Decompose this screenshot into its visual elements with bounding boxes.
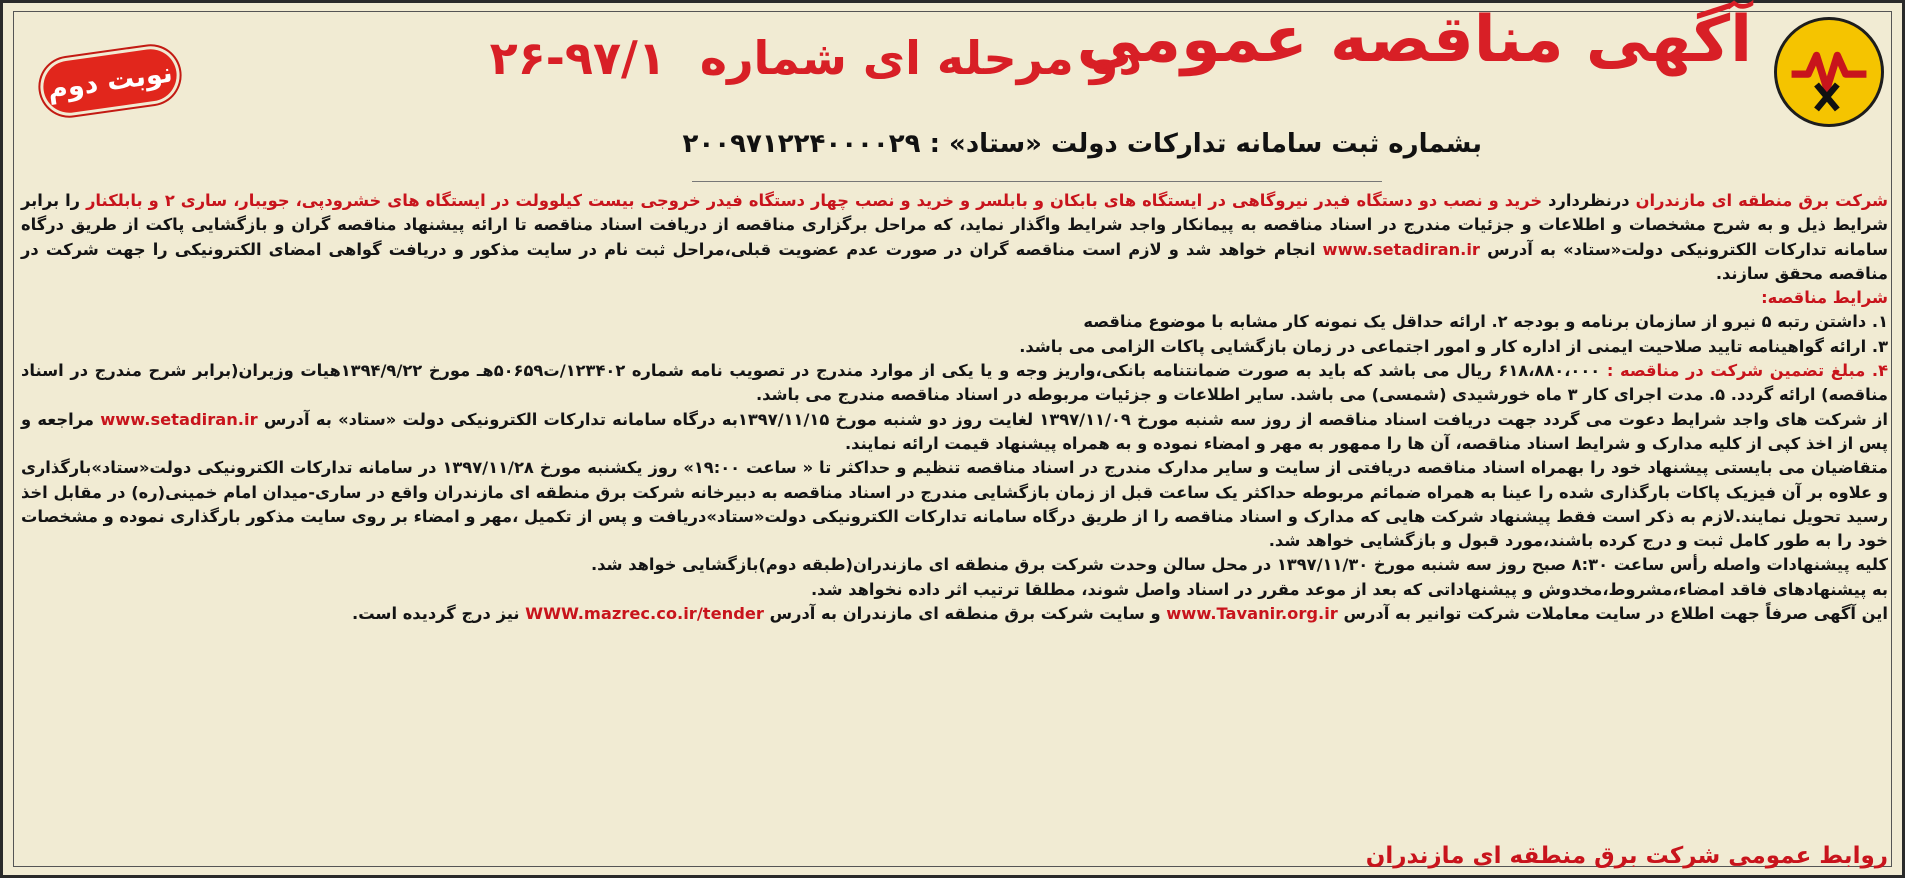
mazrec-link[interactable]: WWW.mazrec.co.ir/tender [525,604,764,624]
condition-3: ۳. ارائه گواهینامه تایید صلاحیت ایمنی از اداره کار و امور اجتماعی در زمان بازگشایی پاکات الزامی می باشد. [1019,336,1888,356]
invalid-bids-paragraph: به پیشنهادهای فاقد امضاء،مشروط،مخدوش و پیشنهاداتی که بعد از موعد مقرر در اسناد واصل شوند، مطلقا ترتیب اثر داده نخواهد شد. [810,579,1888,599]
second-round-badge: نوبت دوم [40,46,180,116]
intro-text-2: را برابر شرایط ذیل و به شرح مشخصات و اطلاعات و جزئیات مندرج در اسناد مناقصه به پیمانکار واجد شرایط واگذار نماید، که مراحل برگزاری مناقصه از دریافت اسناد مناقصه تا ارائه پیشنهاد مناقصه گران و بازگشایی پاکت از طریق درگاه سامانه تدارکات الکترونیکی دولت«ستاد» به آدرس [21,191,1888,259]
publish-text-3: نیز درج گردیده است. [352,604,526,624]
publish-text-2: و سایت شرکت برق منطقه ای مازندران به آدرس [763,604,1167,624]
publish-paragraph [21,602,1888,626]
title-text: آگهی مناقصه عمومی [1076,3,1752,77]
intro-text-1: درنظردارد [1542,191,1636,210]
intro-paragraph [21,189,1888,286]
notice-title [1077,3,1752,77]
tender-subject: خرید و نصب دو دستگاه فیدر نیروگاهی در ایستگاه های بابکان و بابلسر و خرید و نصب چهار دستگاه فیدر خروجی بیست کیلوولت در ایستگاه های خشرودپی، جویبار، ساری ۲ و بابلکنار [86,191,1543,210]
setadiran-link-2[interactable]: www.setadiran.ir [100,409,258,429]
guarantee-label: ۴. مبلغ تضمین شرکت در مناقصه : [1606,361,1889,381]
company-name: شرکت برق منطقه ای مازندران [1635,191,1888,210]
notice-subtitle [472,31,1142,85]
public-relations-signature: روابط عمومی شرکت برق منطقه ای مازندران [1365,843,1888,869]
setadiran-link[interactable]: www.setadiran.ir [1322,239,1480,259]
notice-body [21,189,1888,626]
guarantee-text: ۶۱۸،۸۸۰،۰۰۰ ریال می باشد که باید به صورت ضمانتنامه بانکی،واریز وجه و یا یکی از موارد مندرج در تصویب نامه شماره ۱۲۳۴۰۲/ت۵۰۶۵۹هـ مورخ ۱۳۹۴/۹/۲۲هیات وزیران(برابر شرح مندرج در اسناد مناقصه) ارائه گردد. ۵. مدت اجرای کار ۳ ماه خورشیدی (شمسی) می باشد. سایر اطلاعات و جزئیات مربوطه در اسناد مناقصه مندرج می باشد. [21,361,1888,405]
intro-text-3: انجام خواهد شد و لازم است مناقصه گران در صورت عدم عضویت قبلی،مراحل ثبت نام در سایت مذکور و دریافت گواهی امضای الکترونیکی را جهت شرکت در مناقصه محقق سازند. [21,239,1888,283]
invitation-text-2: مراجعه و پس از اخذ کپی از کلیه مدارک و شرایط اسناد مناقصه، آن ها را ممهور به مهر و امضاء نموده و به همراه پیشنهاد قیمت ارائه نمایند. [21,409,1888,453]
publish-text-1: این آگهی صرفاً جهت اطلاع در سایت معاملات شرکت توانیر به آدرس [1337,604,1888,624]
opening-paragraph: کلیه پیشنهادات واصله رأس ساعت ۸:۳۰ صبح روز سه شنبه مورخ ۱۳۹۷/۱۱/۳۰ در محل سالن وحدت شرکت برق منطقه ای مازندران(طبقه دوم)بازگشایی خواهد شد. [590,555,1888,575]
condition-4-5 [21,359,1888,408]
conditions-heading: شرایط مناقصه: [1761,288,1888,308]
condition-1-2: ۱. داشتن رتبه ۵ نیرو از سازمان برنامه و بودجه ۲. ارائه حداقل یک نمونه کار مشابه با موضوع مناقصه [1083,312,1888,332]
invitation-paragraph [21,408,1888,457]
submission-paragraph: متقاضیان می بایستی پیشنهاد خود را بهمراه اسناد مناقصه دریافتی از سایت و سایر مدارک مندرج در اسناد مناقصه تنظیم و حداکثر تا « ساعت ۱۹:۰۰» روز یکشنبه مورخ ۱۳۹۷/۱۱/۲۸ در سامانه تدارکات الکترونیکی دولت«ستاد»بارگذاری و علاوه بر آن فیزیک پاکات بارگذاری شده را عینا به همراه ضمائم مربوطه حداکثر یک ساعت قبل از زمان بازگشایی مندرج در اسناد مناقصه به دبیرخانه شرکت برق منطقه ای مازندران واقع در ساری-میدان امام خمینی(ره) در مقابل اخذ رسید تحویل نمایند.لازم به ذکر است فقط پیشنهاد شرکت هایی که مدارک و اسناد مناقصه را از طریق درگاه سامانه تدارکات الکترونیکی دولت«ستاد»دریافت و پس از تکمیل ،مهر و امضاء بر روی سایت مذکور بارگذاری نموده و مشخصات خود را به طور کامل ثبت و درج کرده باشند،مورد قبول و بازگشایی خواهد شد. [21,458,1888,551]
header-divider [692,181,1382,182]
subtitle-text: دو مرحله ای شماره [699,31,1142,85]
tender-number: ۹۷/۱-۲۶ [489,31,666,85]
registration-number: بشماره ثبت سامانه تدارکات دولت «ستاد» : ۲۰۰۹۷۱۲۲۴۰۰۰۰۲۹ [682,129,1482,159]
tavanir-link[interactable]: www.Tavanir.org.ir [1166,604,1338,624]
electric-company-logo-icon [1774,17,1884,127]
invitation-text-1: از شرکت های واجد شرایط دعوت می گردد جهت دریافت اسناد مناقصه از روز سه شنبه مورخ ۱۳۹۷/۱۱/۰۹ لغایت روز دو شنبه مورخ ۱۳۹۷/۱۱/۱۵به درگاه سامانه تدارکات الکترونیکی دولت «ستاد» به آدرس [257,409,1888,429]
